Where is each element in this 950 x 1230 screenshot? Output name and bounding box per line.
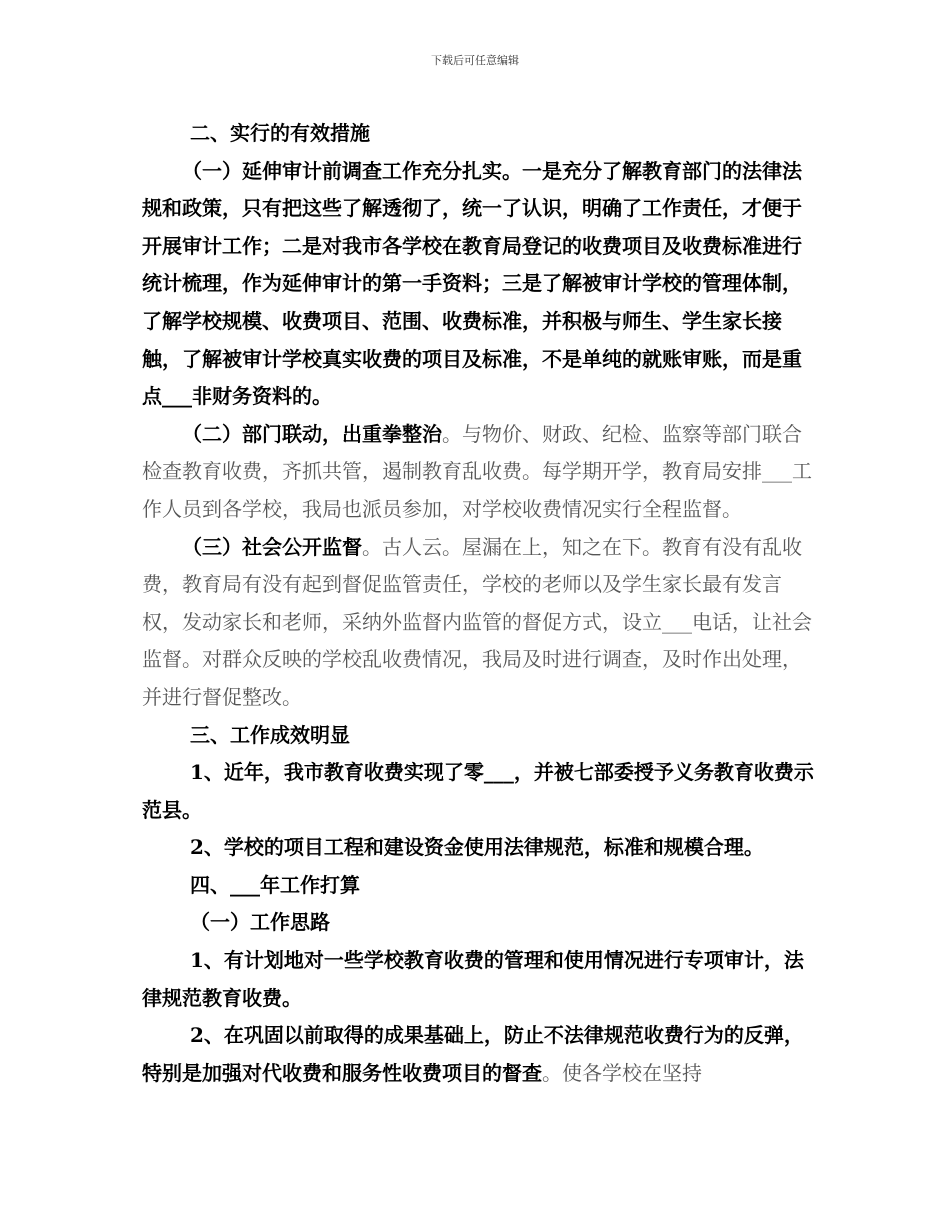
paragraph-bold-text: （三）社会公开监督	[182, 534, 362, 559]
paragraph-bold-text: 二、实行的有效措施	[190, 121, 370, 145]
paragraph-bold-text: （一）工作思路	[190, 910, 330, 935]
paragraph-bold-text: 三、工作成效明显	[190, 722, 350, 747]
paragraph-plan-1	[142, 942, 814, 1017]
paragraph-text: 。与物价、财政、纪检、监察等部门联合检查教育收费，齐抓共管，遏制教育乱收费。每学期开学，教育局安排___工作人员到各学校，我局也派员参加，对学校收费情况实行全程监督。	[142, 421, 812, 521]
section-heading-4	[142, 867, 814, 905]
paragraph-text: 。古人云。屋漏在上，知之在下。教育有没有乱收费，教育局有没有起到督促监管责任，学校的老师以及学生家长最有发言权，发动家长和老师，采纳外监督内监管的督促方式，设立___电话，让社会监督。对群众反映的学校乱收费情况，我局及时进行调查，及时作出处理，并进行督促整改。	[142, 534, 812, 709]
paragraph-measure-2	[142, 416, 814, 529]
paragraph-measure-1	[142, 153, 814, 416]
document-body	[142, 115, 814, 1092]
paragraph-bold-text: 2、在巩固以前取得的成果基础上，防止不法律规范收费行为的反弹，特别是加强对代收费和服务性收费项目的督查	[142, 1023, 804, 1085]
paragraph-result-1	[142, 754, 814, 829]
paragraph-bold-text: 四、___年工作打算	[190, 872, 360, 897]
paragraph-measure-3	[142, 529, 814, 717]
paragraph-bold-text: （二）部门联动，出重拳整治	[182, 421, 442, 446]
subheading-work-ideas	[142, 904, 814, 942]
paragraph-bold-text: 1、有计划地对一些学校教育收费的管理和使用情况进行专项审计，法律规范教育收费。	[142, 948, 804, 1010]
section-heading-3	[142, 717, 814, 755]
paragraph-bold-text: 1、近年，我市教育收费实现了零___，并被七部委授予义务教育收费示范县。	[142, 760, 814, 822]
page-header: 下载后可任意编辑	[431, 54, 519, 67]
paragraph-bold-text: 2、学校的项目工程和建设资金使用法律规范，标准和规模合理。	[190, 835, 764, 860]
paragraph-result-2	[142, 829, 814, 867]
paragraph-text: 。使各学校在坚持	[542, 1060, 702, 1085]
paragraph-plan-2	[142, 1017, 814, 1092]
paragraph-bold-text: （一）延伸审计前调查工作充分扎实。一是充分了解教育部门的法律法规和政策，只有把这些了解透彻了，统一了认识，明确了工作责任，才便于开展审计工作；二是对我市各学校在教育局登记的收费项目及收费标准进行统计梳理，作为延伸审计的第一手资料；三是了解被审计学校的管理体制，了解学校规模、收费项目、范围、收费标准，并积极与师生、学生家长接触，了解被审计学校真实收费的项目及标准，不是单纯的就账审账，而是重点___非财务资料的。	[142, 158, 802, 409]
section-heading-2	[142, 115, 814, 153]
